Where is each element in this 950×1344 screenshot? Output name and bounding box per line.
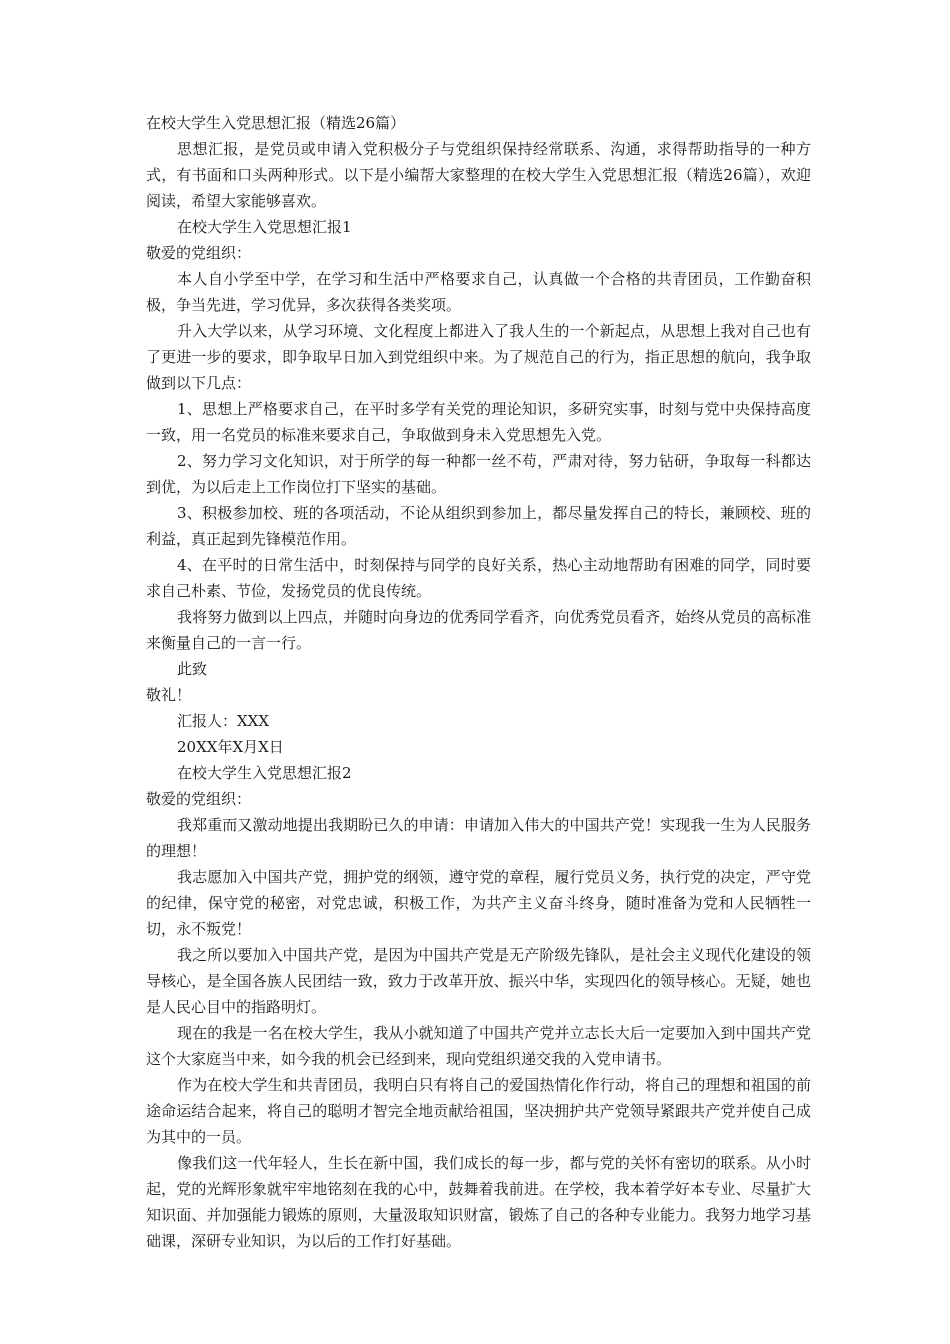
closing-salute: 敬礼！ [146,686,192,704]
section-1-paragraph: 本人自小学至中学，在学习和生活中严格要求自己，认真做一个合格的共青团员，工作勤奋积极，争当先进，学习优异，多次获得各类奖项。 [146,270,811,314]
section-2-paragraph: 像我们这一代年轻人，生长在新中国，我们成长的每一步，都与党的关怀有密切的联系。从小时起，党的光辉形象就牢牢地铭刻在我的心中，鼓舞着我前进。在学校，我本着学好本专业、尽量扩大知识面、并加强能力锻炼的原则，大量汲取知识财富，锻炼了自己的各种专业能力。我努力地学习基础课，深研专业知识，为以后的工作打好基础。 [146,1154,811,1250]
section-2-paragraph: 我郑重而又激动地提出我期盼已久的申请：申请加入伟大的中国共产党！实现我一生为人民服务的理想！ [146,816,811,860]
section-2-paragraph: 我志愿加入中国共产党，拥护党的纲领，遵守党的章程，履行党员义务，执行党的决定，严守党的纪律，保守党的秘密，对党忠诚，积极工作，为共产主义奋斗终身，随时准备为党和人民牺牲一切，永不叛党！ [146,868,811,938]
section-2-paragraph: 现在的我是一名在校大学生，我从小就知道了中国共产党并立志长大后一定要加入到中国共产党这个大家庭当中来，如今我的机会已经到来，现向党组织递交我的入党申请书。 [146,1024,811,1068]
section-1-salutation: 敬爱的党组织： [146,244,252,262]
date-line: 20XX年X月X日 [177,738,284,756]
document-title: 在校大学生入党思想汇报（精选26篇） [146,114,406,132]
closing-line: 此致 [177,660,208,678]
section-2-paragraph: 我之所以要加入中国共产党，是因为中国共产党是无产阶级先锋队，是社会主义现代化建设的领导核心，是全国各族人民团结一致，致力于改革开放、振兴中华，实现四化的领导核心。无疑，她也是人民心目中的指路明灯。 [146,946,811,1016]
section-1-paragraph: 我将努力做到以上四点，并随时向身边的优秀同学看齐，向优秀党员看齐，始终从党员的高标准来衡量自己的一言一行。 [146,608,811,652]
section-2-salutation: 敬爱的党组织： [146,790,252,808]
section-1-list-item: 1、思想上严格要求自己，在平时多学有关党的理论知识，多研究实事，时刻与党中央保持高度一致，用一名党员的标准来要求自己，争取做到身未入党思想先入党。 [146,400,811,444]
document-page [146,110,811,1254]
section-2-heading: 在校大学生入党思想汇报2 [177,764,352,782]
section-1-list-item: 3、积极参加校、班的各项活动，不论从组织到参加上，都尽量发挥自己的特长，兼顾校、班的利益，真正起到先锋模范作用。 [146,504,811,548]
section-1-paragraph: 升入大学以来，从学习环境、文化程度上都进入了我人生的一个新起点，从思想上我对自己也有了更进一步的要求，即争取早日加入到党组织中来。为了规范自己的行为，指正思想的航向，我争取做到以下几点： [146,322,811,392]
section-1-list-item: 2、努力学习文化知识，对于所学的每一种都一丝不苟，严肃对待，努力钻研，争取每一科都达到优，为以后走上工作岗位打下坚实的基础。 [146,452,811,496]
reporter-line: 汇报人：XXX [177,712,270,730]
section-1-heading: 在校大学生入党思想汇报1 [177,218,352,236]
section-2-paragraph: 作为在校大学生和共青团员，我明白只有将自己的爱国热情化作行动，将自己的理想和祖国的前途命运结合起来，将自己的聪明才智完全地贡献给祖国，坚决拥护共产党领导紧跟共产党并使自己成为其中的一员。 [146,1076,811,1146]
section-1-list-item: 4、在平时的日常生活中，时刻保持与同学的良好关系，热心主动地帮助有困难的同学，同时要求自己朴素、节俭，发扬党员的优良传统。 [146,556,811,600]
intro-paragraph: 思想汇报，是党员或申请入党积极分子与党组织保持经常联系、沟通，求得帮助指导的一种方式，有书面和口头两种形式。以下是小编帮大家整理的在校大学生入党思想汇报（精选26篇），欢迎阅读，希望大家能够喜欢。 [146,140,811,210]
